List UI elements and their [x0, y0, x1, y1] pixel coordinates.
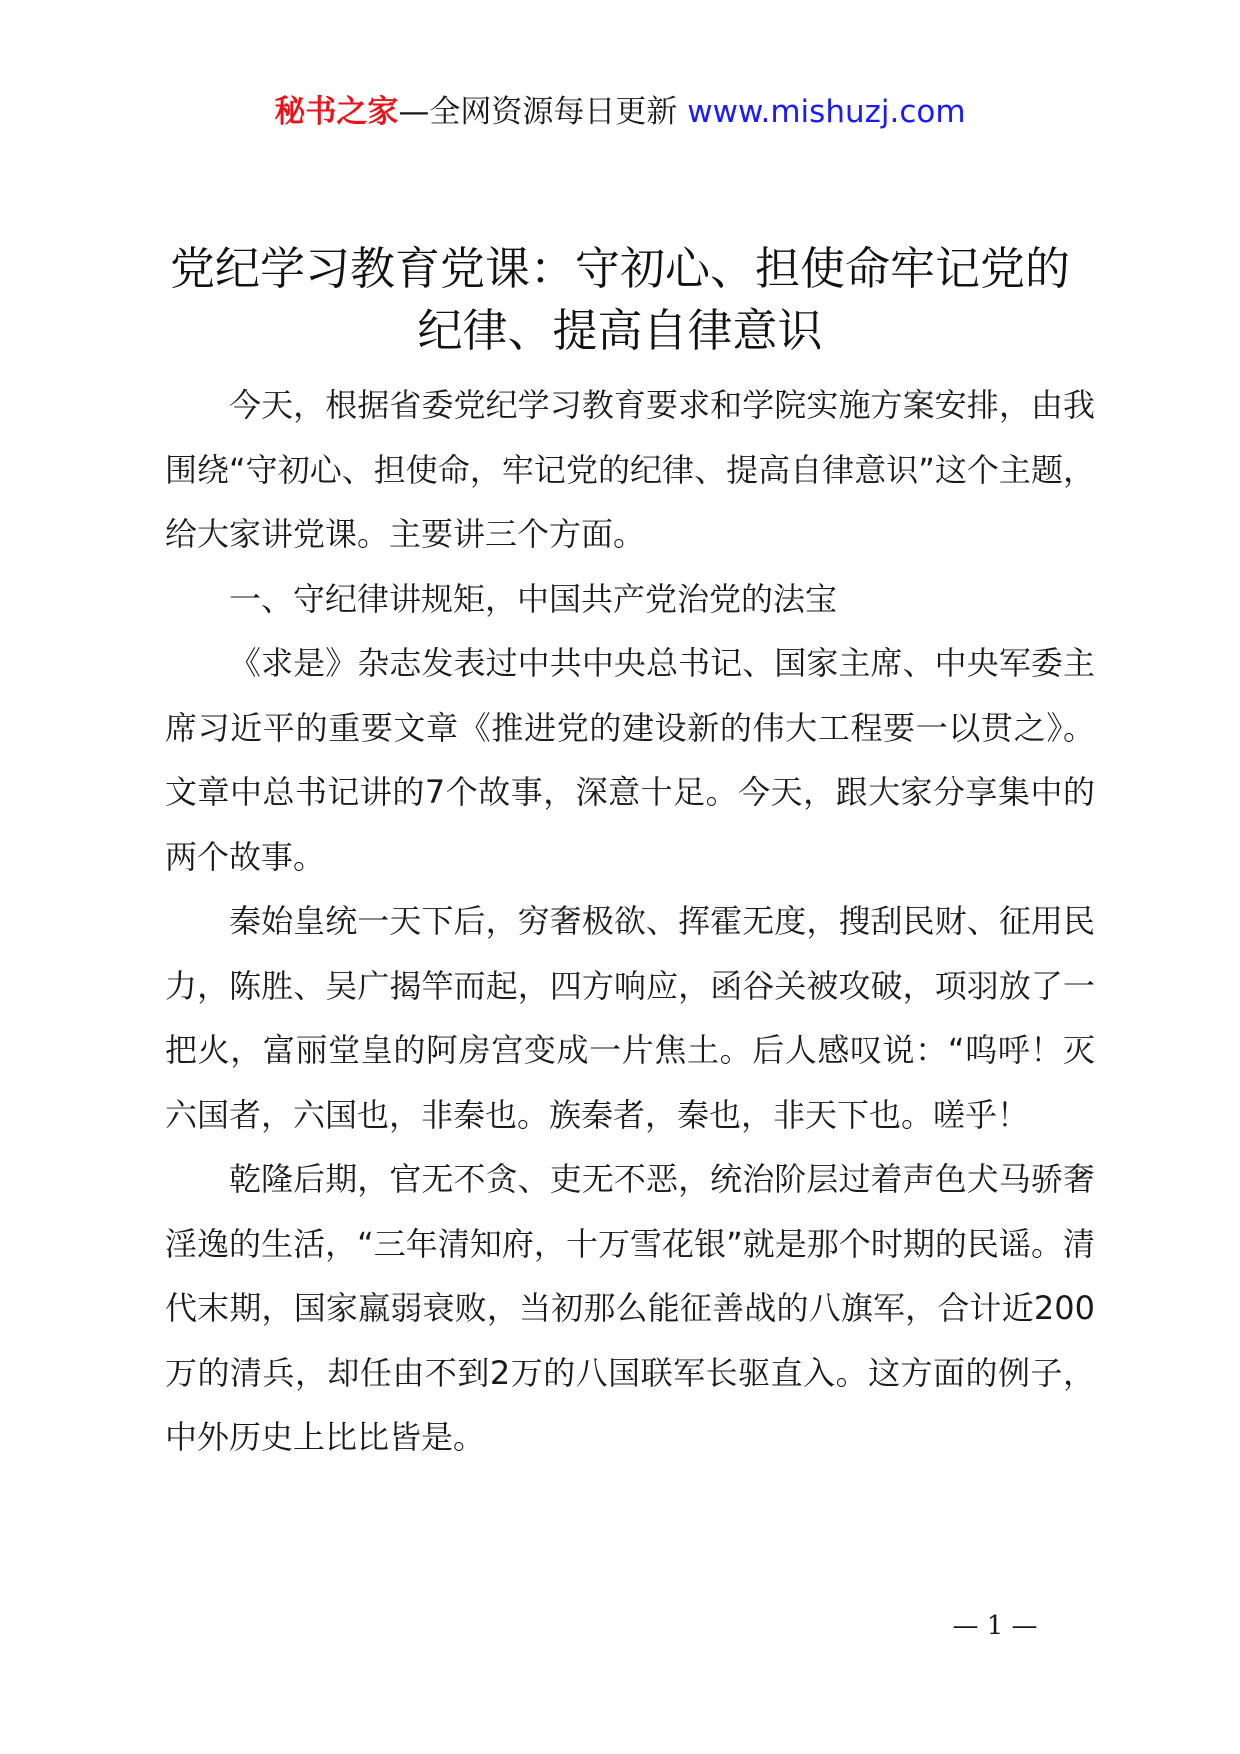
site-header-banner [0, 92, 1240, 132]
body-paragraph: 乾隆后期，官无不贪、吏无不恶，统治阶层过着声色犬马骄奢淫逸的生活，“三年清知府，十万雪花银”就是那个时期的民谣。清代末期，国家羸弱衰败，当初那么能征善战的八旗军，合计近200万的清兵，却任由不到2万的八国联军长驱直入。这方面的例子，中外历史上比比皆是。 [165, 1160, 1095, 1456]
section-heading-1: 一、守纪律讲规矩，中国共产党治党的法宝 [229, 579, 838, 618]
document-body [165, 373, 1095, 1470]
site-url-link[interactable]: www.mishuzj.com [687, 94, 966, 130]
site-tagline: —全网资源每日更新 [398, 94, 678, 130]
document-title [150, 238, 1090, 362]
body-paragraph: 《求是》杂志发表过中共中央总书记、国家主席、中央军委主席习近平的重要文章《推进党的建设新的伟大工程要一以贯之》。文章中总书记讲的7个故事，深意十足。今天，跟大家分享集中的两个故事。 [165, 644, 1095, 876]
document-title-line-2: 纪律、提高自律意识 [417, 304, 823, 357]
site-brand: 秘书之家 [274, 94, 399, 130]
body-paragraph: 秦始皇统一天下后，穷奢极欲、挥霍无度，搜刮民财、征用民力，陈胜、吴广揭竿而起，四方响应，函谷关被攻破，项羽放了一把火，富丽堂皇的阿房宫变成一片焦土。后人感叹说：“呜呼！灭六国者，六国也，非秦也。族秦者，秦也，非天下也。嗟乎！ [165, 902, 1095, 1134]
document-title-line-1: 党纪学习教育党课：守初心、担使命牢记党的 [169, 242, 1070, 295]
page-number: — 1 — [952, 1611, 1038, 1641]
intro-paragraph: 今天，根据省委党纪学习教育要求和学院实施方案安排，由我围绕“守初心、担使命，牢记党的纪律、提高自律意识”这个主题，给大家讲党课。主要讲三个方面。 [165, 386, 1095, 553]
